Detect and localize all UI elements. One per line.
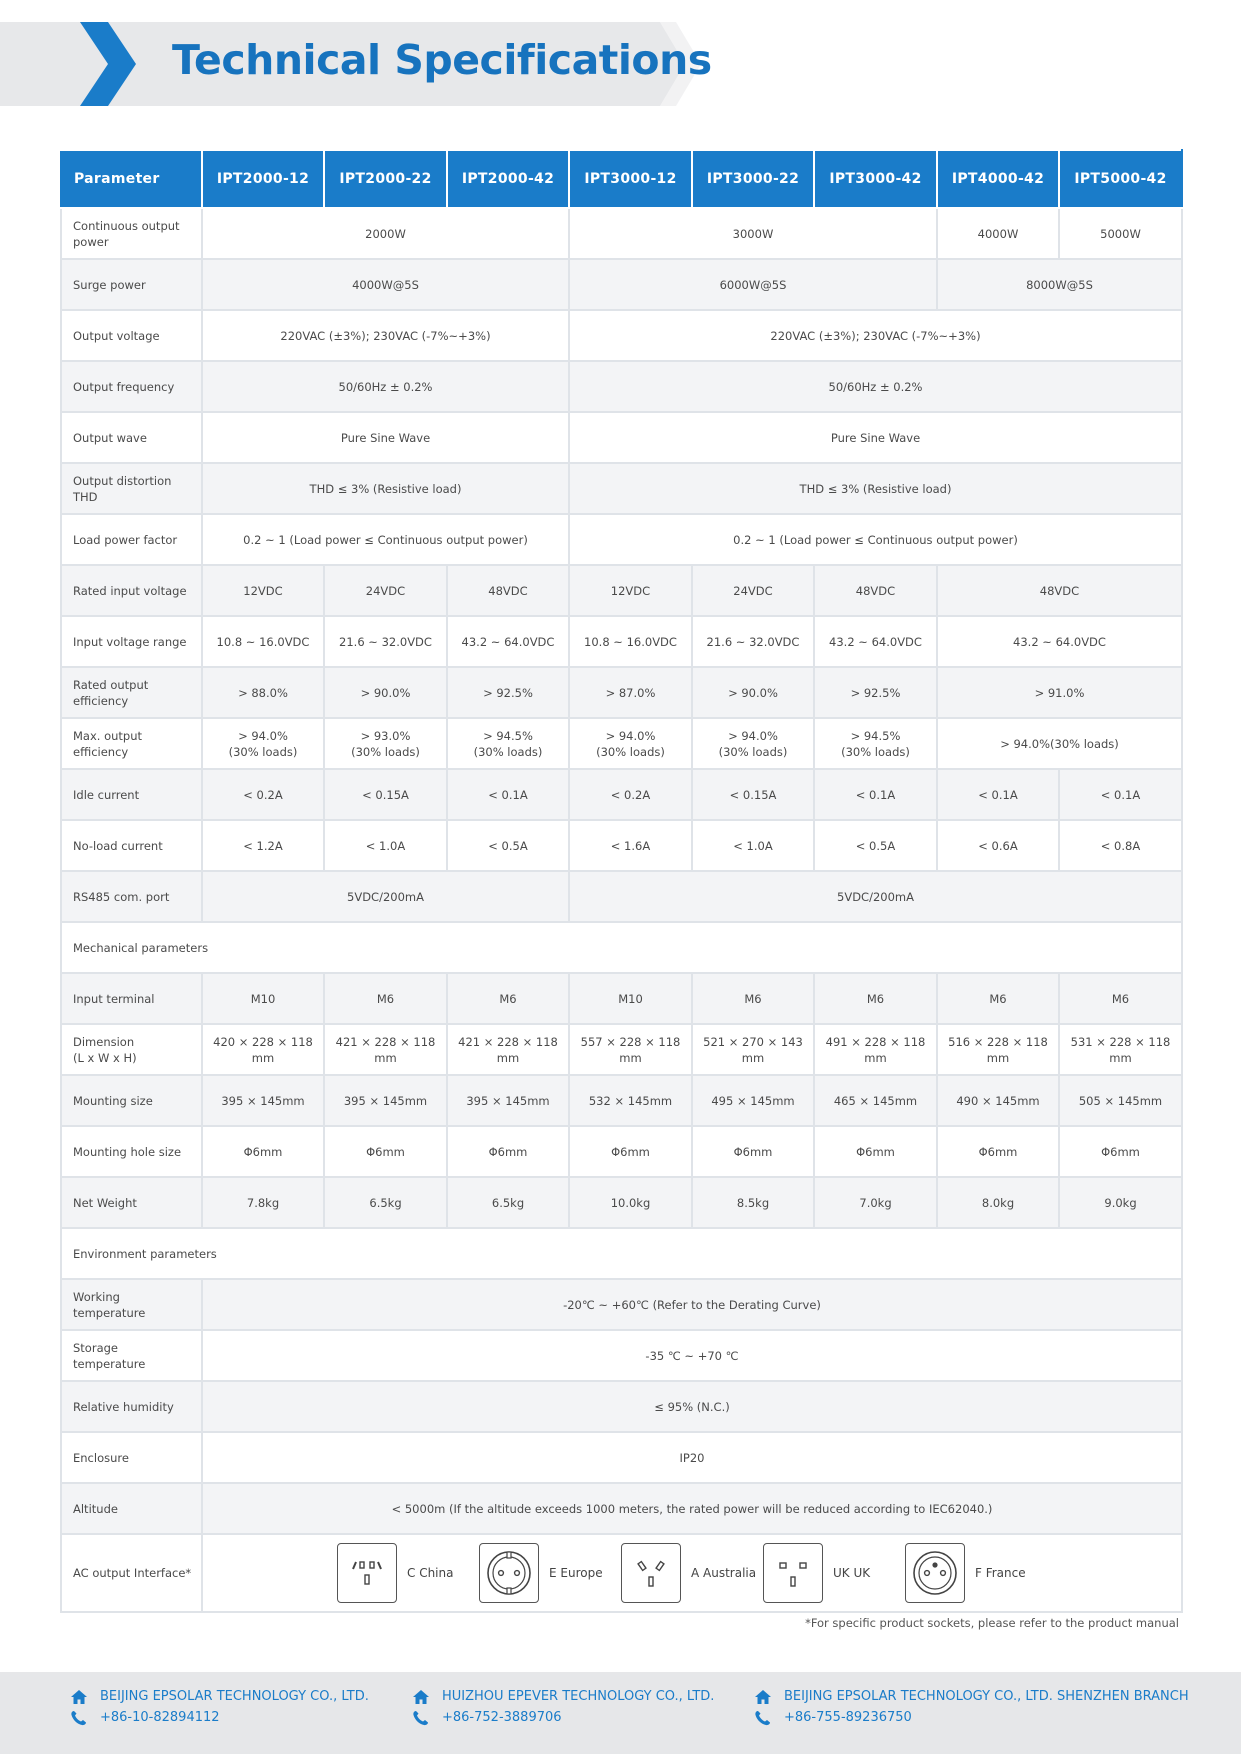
- cell-unit: mm: [864, 1050, 887, 1065]
- row-label-line: Dimension: [73, 1034, 135, 1049]
- table-cell: ≤ 95% (N.C.): [202, 1381, 1182, 1432]
- table-cell: 7.0kg: [814, 1177, 937, 1228]
- company-block: [70, 1686, 369, 1728]
- table-cell: 6.5kg: [324, 1177, 447, 1228]
- table-cell: > 92.5%: [447, 667, 569, 718]
- row-label: AC output Interface*: [61, 1534, 202, 1612]
- table-row: [61, 973, 1182, 1024]
- row-label: Altitude: [61, 1483, 202, 1534]
- cell-note: (30% loads): [841, 744, 910, 759]
- home-icon: [70, 1689, 88, 1705]
- table-cell: < 0.1A: [447, 769, 569, 820]
- row-label-line: (L x W x H): [73, 1050, 137, 1065]
- section-heading: Environment parameters: [61, 1228, 1182, 1279]
- row-label: Continuous output power: [61, 208, 202, 259]
- table-cell: 6.5kg: [447, 1177, 569, 1228]
- table-cell: 5VDC/200mA: [202, 871, 569, 922]
- table-cell: M6: [324, 973, 447, 1024]
- column-header: Parameter: [61, 150, 202, 208]
- table-cell: 10.8 ~ 16.0VDC: [202, 616, 324, 667]
- table-cell: [202, 1024, 324, 1075]
- cell-value: 557 × 228 × 118: [580, 1034, 681, 1049]
- table-row: [61, 1279, 1182, 1330]
- socket-label: UK UK: [833, 1566, 871, 1580]
- table-cell: 43.2 ~ 64.0VDC: [814, 616, 937, 667]
- row-label: Output voltage: [61, 310, 202, 361]
- cell-unit: mm: [251, 1050, 275, 1065]
- table-cell: [692, 1024, 814, 1075]
- row-label: [61, 1024, 202, 1075]
- table-cell: < 0.15A: [324, 769, 447, 820]
- cell-value: > 94.0%: [238, 728, 288, 743]
- table-cell: 24VDC: [324, 565, 447, 616]
- socket-label: C China: [407, 1566, 454, 1580]
- socket-label: E Europe: [549, 1566, 603, 1580]
- table-cell: M6: [814, 973, 937, 1024]
- socket-cell: [202, 1534, 1182, 1612]
- table-cell: 505 × 145mm: [1059, 1075, 1182, 1126]
- cell-value: 421 × 228 × 118: [458, 1034, 558, 1049]
- table-cell: 48VDC: [937, 565, 1182, 616]
- table-cell: 465 × 145mm: [814, 1075, 937, 1126]
- row-label: Load power factor: [61, 514, 202, 565]
- table-row: [61, 616, 1182, 667]
- table-cell: [447, 718, 569, 769]
- table-cell: 9.0kg: [1059, 1177, 1182, 1228]
- table-cell: 12VDC: [569, 565, 692, 616]
- table-cell: 5VDC/200mA: [569, 871, 1182, 922]
- table-row: [61, 667, 1182, 718]
- socket-label: F France: [975, 1566, 1026, 1580]
- table-cell: [324, 718, 447, 769]
- cell-unit: mm: [986, 1050, 1010, 1065]
- cell-value: > 94.5%: [483, 728, 533, 743]
- table-cell: 0.2 ~ 1 (Load power ≤ Continuous output power): [569, 514, 1182, 565]
- cell-unit: mm: [496, 1050, 520, 1065]
- company-name-line: [412, 1686, 714, 1707]
- row-label: Input terminal: [61, 973, 202, 1024]
- row-label: Idle current: [61, 769, 202, 820]
- row-label: RS485 com. port: [61, 871, 202, 922]
- table-row: [61, 871, 1182, 922]
- table-cell: 8.5kg: [692, 1177, 814, 1228]
- table-row: [61, 1534, 1182, 1612]
- socket-france: [905, 1543, 1047, 1603]
- row-label: Surge power: [61, 259, 202, 310]
- table-cell: 43.2 ~ 64.0VDC: [447, 616, 569, 667]
- cell-value: > 94.5%: [850, 728, 901, 743]
- table-row: [61, 208, 1182, 259]
- company-name: HUIZHOU EPEVER TECHNOLOGY CO., LTD.: [442, 1689, 715, 1704]
- table-cell: 4000W@5S: [202, 259, 569, 310]
- cell-note: (30% loads): [596, 744, 665, 759]
- column-header: IPT3000-12: [569, 150, 692, 208]
- socket-list: [209, 1543, 1175, 1603]
- table-cell: < 0.2A: [569, 769, 692, 820]
- table-cell: IP20: [202, 1432, 1182, 1483]
- table-cell: < 0.5A: [447, 820, 569, 871]
- table-header-row: [61, 150, 1182, 208]
- cell-unit: mm: [619, 1050, 642, 1065]
- table-cell: 24VDC: [692, 565, 814, 616]
- table-cell: Φ6mm: [814, 1126, 937, 1177]
- row-label: Working temperature: [61, 1279, 202, 1330]
- table-cell: 395 × 145mm: [324, 1075, 447, 1126]
- table-cell: Φ6mm: [447, 1126, 569, 1177]
- table-cell: [447, 1024, 569, 1075]
- spec-table: [60, 149, 1183, 1613]
- table-cell: 2000W: [202, 208, 569, 259]
- table-row: [61, 769, 1182, 820]
- table-row: [61, 565, 1182, 616]
- table-cell: 7.8kg: [202, 1177, 324, 1228]
- table-cell: < 0.1A: [1059, 769, 1182, 820]
- table-cell: > 94.0%(30% loads): [937, 718, 1182, 769]
- company-phone: +86-755-89236750: [784, 1710, 912, 1725]
- table-row: [61, 259, 1182, 310]
- table-row: [61, 361, 1182, 412]
- cell-note: (30% loads): [473, 744, 543, 759]
- company-block: [412, 1686, 714, 1728]
- table-row: [61, 463, 1182, 514]
- table-row: [61, 1483, 1182, 1534]
- table-cell: 532 × 145mm: [569, 1075, 692, 1126]
- table-cell: 395 × 145mm: [447, 1075, 569, 1126]
- table-cell: 10.8 ~ 16.0VDC: [569, 616, 692, 667]
- table-cell: 10.0kg: [569, 1177, 692, 1228]
- table-cell: M6: [692, 973, 814, 1024]
- table-cell: < 1.0A: [692, 820, 814, 871]
- table-cell: [202, 718, 324, 769]
- table-row: [61, 1330, 1182, 1381]
- column-header: IPT2000-12: [202, 150, 324, 208]
- table-cell: > 88.0%: [202, 667, 324, 718]
- table-row: [61, 1126, 1182, 1177]
- table-cell: > 91.0%: [937, 667, 1182, 718]
- company-name: BEIJING EPSOLAR TECHNOLOGY CO., LTD.: [100, 1689, 369, 1704]
- table-row: [61, 718, 1182, 769]
- table-cell: < 0.5A: [814, 820, 937, 871]
- cell-value: > 94.0%: [605, 728, 656, 743]
- table-row: [61, 514, 1182, 565]
- home-icon: [412, 1689, 430, 1705]
- cell-value: > 94.0%: [728, 728, 778, 743]
- row-label: Max. output efficiency: [61, 718, 202, 769]
- section-heading: Mechanical parameters: [61, 922, 1182, 973]
- table-cell: 8.0kg: [937, 1177, 1059, 1228]
- table-row: [61, 1024, 1182, 1075]
- table-row: [61, 1432, 1182, 1483]
- table-cell: < 1.0A: [324, 820, 447, 871]
- column-header: IPT3000-42: [814, 150, 937, 208]
- company-phone: +86-10-82894112: [100, 1710, 220, 1725]
- cell-value: 420 × 228 × 118: [213, 1034, 313, 1049]
- phone-icon: [412, 1710, 430, 1726]
- table-cell: M6: [937, 973, 1059, 1024]
- table-cell: < 1.6A: [569, 820, 692, 871]
- cell-value: > 93.0%: [360, 728, 411, 743]
- cell-note: (30% loads): [351, 744, 420, 759]
- column-header: IPT2000-22: [324, 150, 447, 208]
- company-phone-line: [412, 1707, 714, 1728]
- company-phone-line: [70, 1707, 369, 1728]
- table-cell: 48VDC: [814, 565, 937, 616]
- row-label: Enclosure: [61, 1432, 202, 1483]
- company-name-line: [754, 1686, 1189, 1707]
- cell-value: 421 × 228 × 118: [335, 1034, 436, 1049]
- column-header: IPT2000-42: [447, 150, 569, 208]
- row-label: No-load current: [61, 820, 202, 871]
- australia-socket-icon: [621, 1543, 681, 1603]
- cell-unit: mm: [1109, 1050, 1132, 1065]
- socket-label: A Australia: [691, 1566, 757, 1580]
- table-cell: Φ6mm: [202, 1126, 324, 1177]
- table-cell: 6000W@5S: [569, 259, 937, 310]
- table-cell: [937, 1024, 1059, 1075]
- table-cell: < 0.2A: [202, 769, 324, 820]
- table-cell: 12VDC: [202, 565, 324, 616]
- table-cell: 43.2 ~ 64.0VDC: [937, 616, 1182, 667]
- section-row-environment: [61, 1228, 1182, 1279]
- row-label: Mounting size: [61, 1075, 202, 1126]
- table-row: [61, 1381, 1182, 1432]
- table-cell: > 90.0%: [692, 667, 814, 718]
- cell-note: (30% loads): [718, 744, 788, 759]
- table-cell: 48VDC: [447, 565, 569, 616]
- europe-socket-icon: [479, 1543, 539, 1603]
- uk-socket-icon: [763, 1543, 823, 1603]
- company-block: [754, 1686, 1189, 1728]
- page-title: Technical Specifications: [172, 36, 712, 84]
- table-row: [61, 412, 1182, 463]
- table-cell: 490 × 145mm: [937, 1075, 1059, 1126]
- table-cell: > 90.0%: [324, 667, 447, 718]
- table-cell: > 87.0%: [569, 667, 692, 718]
- row-label: Mounting hole size: [61, 1126, 202, 1177]
- column-header: IPT4000-42: [937, 150, 1059, 208]
- row-label: Input voltage range: [61, 616, 202, 667]
- row-label: Storage temperature: [61, 1330, 202, 1381]
- phone-icon: [754, 1710, 772, 1726]
- table-cell: 5000W: [1059, 208, 1182, 259]
- table-cell: Pure Sine Wave: [202, 412, 569, 463]
- section-row-mechanical: [61, 922, 1182, 973]
- table-cell: THD ≤ 3% (Resistive load): [569, 463, 1182, 514]
- table-cell: Φ6mm: [692, 1126, 814, 1177]
- table-cell: M6: [447, 973, 569, 1024]
- table-cell: THD ≤ 3% (Resistive load): [202, 463, 569, 514]
- table-cell: 4000W: [937, 208, 1059, 259]
- cell-value: 521 × 270 × 143: [703, 1034, 803, 1049]
- row-label: Rated output efficiency: [61, 667, 202, 718]
- row-label: Output distortion THD: [61, 463, 202, 514]
- table-cell: M6: [1059, 973, 1182, 1024]
- row-label: Output wave: [61, 412, 202, 463]
- table-cell: Pure Sine Wave: [569, 412, 1182, 463]
- table-cell: < 0.1A: [937, 769, 1059, 820]
- table-cell: > 92.5%: [814, 667, 937, 718]
- china-socket-icon: [337, 1543, 397, 1603]
- socket-china: [337, 1543, 479, 1603]
- table-cell: 50/60Hz ± 0.2%: [569, 361, 1182, 412]
- table-cell: M10: [202, 973, 324, 1024]
- table-cell: -35 ℃ ~ +70 ℃: [202, 1330, 1182, 1381]
- socket-australia: [621, 1543, 763, 1603]
- cell-value: 531 × 228 × 118: [1070, 1034, 1171, 1049]
- table-cell: Φ6mm: [324, 1126, 447, 1177]
- table-cell: 220VAC (±3%); 230VAC (-7%~+3%): [202, 310, 569, 361]
- table-cell: 50/60Hz ± 0.2%: [202, 361, 569, 412]
- cell-unit: mm: [374, 1050, 397, 1065]
- table-cell: [692, 718, 814, 769]
- footer: [0, 1672, 1241, 1754]
- cell-unit: mm: [741, 1050, 765, 1065]
- table-row: [61, 310, 1182, 361]
- table-row: [61, 820, 1182, 871]
- table-cell: 8000W@5S: [937, 259, 1182, 310]
- table-cell: 0.2 ~ 1 (Load power ≤ Continuous output power): [202, 514, 569, 565]
- table-cell: < 1.2A: [202, 820, 324, 871]
- table-cell: 220VAC (±3%); 230VAC (-7%~+3%): [569, 310, 1182, 361]
- table-cell: [814, 1024, 937, 1075]
- table-cell: 21.6 ~ 32.0VDC: [692, 616, 814, 667]
- table-row: [61, 1075, 1182, 1126]
- table-cell: < 0.1A: [814, 769, 937, 820]
- socket-uk: [763, 1543, 905, 1603]
- table-cell: < 0.8A: [1059, 820, 1182, 871]
- table-cell: Φ6mm: [937, 1126, 1059, 1177]
- table-cell: [569, 1024, 692, 1075]
- company-phone-line: [754, 1707, 1189, 1728]
- company-name-line: [70, 1686, 369, 1707]
- table-cell: [324, 1024, 447, 1075]
- table-cell: Φ6mm: [1059, 1126, 1182, 1177]
- phone-icon: [70, 1710, 88, 1726]
- table-cell: 3000W: [569, 208, 937, 259]
- table-cell: [814, 718, 937, 769]
- table-cell: Φ6mm: [569, 1126, 692, 1177]
- company-name: BEIJING EPSOLAR TECHNOLOGY CO., LTD. SHENZHEN BRANCH: [784, 1689, 1189, 1704]
- table-cell: 21.6 ~ 32.0VDC: [324, 616, 447, 667]
- socket-europe: [479, 1543, 621, 1603]
- row-label: Relative humidity: [61, 1381, 202, 1432]
- table-cell: < 0.6A: [937, 820, 1059, 871]
- table-cell: 395 × 145mm: [202, 1075, 324, 1126]
- row-label: Net Weight: [61, 1177, 202, 1228]
- cell-value: 516 × 228 × 118: [948, 1034, 1048, 1049]
- cell-note: (30% loads): [228, 744, 298, 759]
- row-label: Output frequency: [61, 361, 202, 412]
- table-row: [61, 1177, 1182, 1228]
- row-label: Rated input voltage: [61, 565, 202, 616]
- table-cell: [569, 718, 692, 769]
- table-cell: 495 × 145mm: [692, 1075, 814, 1126]
- home-icon: [754, 1689, 772, 1705]
- column-header: IPT3000-22: [692, 150, 814, 208]
- cell-value: 491 × 228 × 118: [825, 1034, 926, 1049]
- table-cell: -20℃ ~ +60℃ (Refer to the Derating Curve): [202, 1279, 1182, 1330]
- table-cell: M10: [569, 973, 692, 1024]
- table-cell: < 0.15A: [692, 769, 814, 820]
- france-socket-icon: [905, 1543, 965, 1603]
- table-cell: [1059, 1024, 1182, 1075]
- footnote: *For specific product sockets, please refer to the product manual: [805, 1616, 1179, 1630]
- table-cell: < 5000m (If the altitude exceeds 1000 meters, the rated power will be reduced according to IEC62040.): [202, 1483, 1182, 1534]
- company-phone: +86-752-3889706: [442, 1710, 562, 1725]
- column-header: IPT5000-42: [1059, 150, 1182, 208]
